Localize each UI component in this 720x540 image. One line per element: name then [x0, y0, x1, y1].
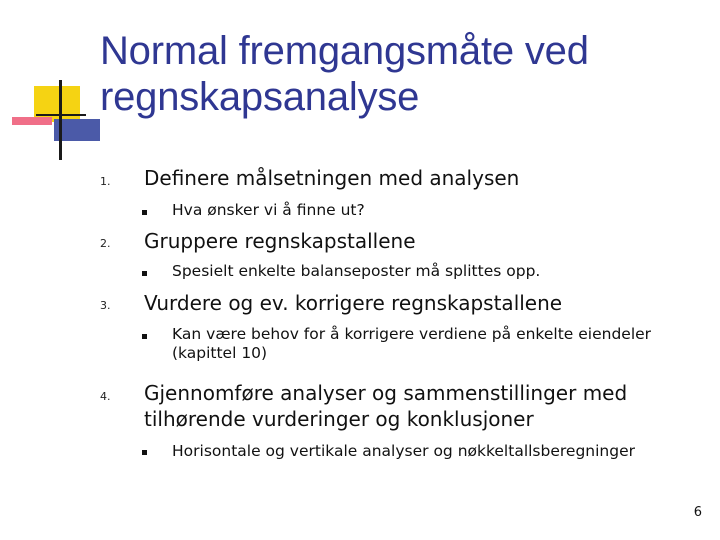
slide-title: Normal fremgangsmåte ved regnskapsanalyse — [100, 29, 589, 119]
logo-red-bar — [12, 117, 52, 125]
item-number: 2. — [100, 237, 111, 250]
sub-item-text: Horisontale og vertikale analyser og nøkkeltallsberegninger — [172, 442, 635, 460]
logo-vertical-line — [59, 80, 62, 160]
list-item-text: Definere målsetningen med analysen — [144, 166, 520, 190]
list-item-text: Gruppere regnskapstallene — [144, 229, 416, 253]
sub-item-text: Spesielt enkelte balanseposter må splittes opp. — [172, 262, 541, 280]
bullet-icon — [142, 450, 147, 455]
bullet-icon — [142, 210, 147, 215]
list-item-text: Vurdere og ev. korrigere regnskapstallene — [144, 291, 563, 315]
item-number: 1. — [100, 175, 111, 188]
logo-horizontal-line — [36, 114, 86, 116]
bullet-icon — [142, 334, 147, 339]
item-number: 4. — [100, 390, 111, 403]
list-item-text: Gjennomføre analyser og sammenstillinger med tilhørende vurderinger og konklusjoner — [144, 381, 628, 431]
item-number: 3. — [100, 299, 111, 312]
sub-item-text: Kan være behov for å korrigere verdiene på enkelte eiendeler (kapittel 10) — [172, 325, 652, 362]
bullet-icon — [142, 271, 147, 276]
page-number: 6 — [693, 505, 702, 520]
sub-item-text: Hva ønsker vi å finne ut? — [172, 201, 365, 219]
